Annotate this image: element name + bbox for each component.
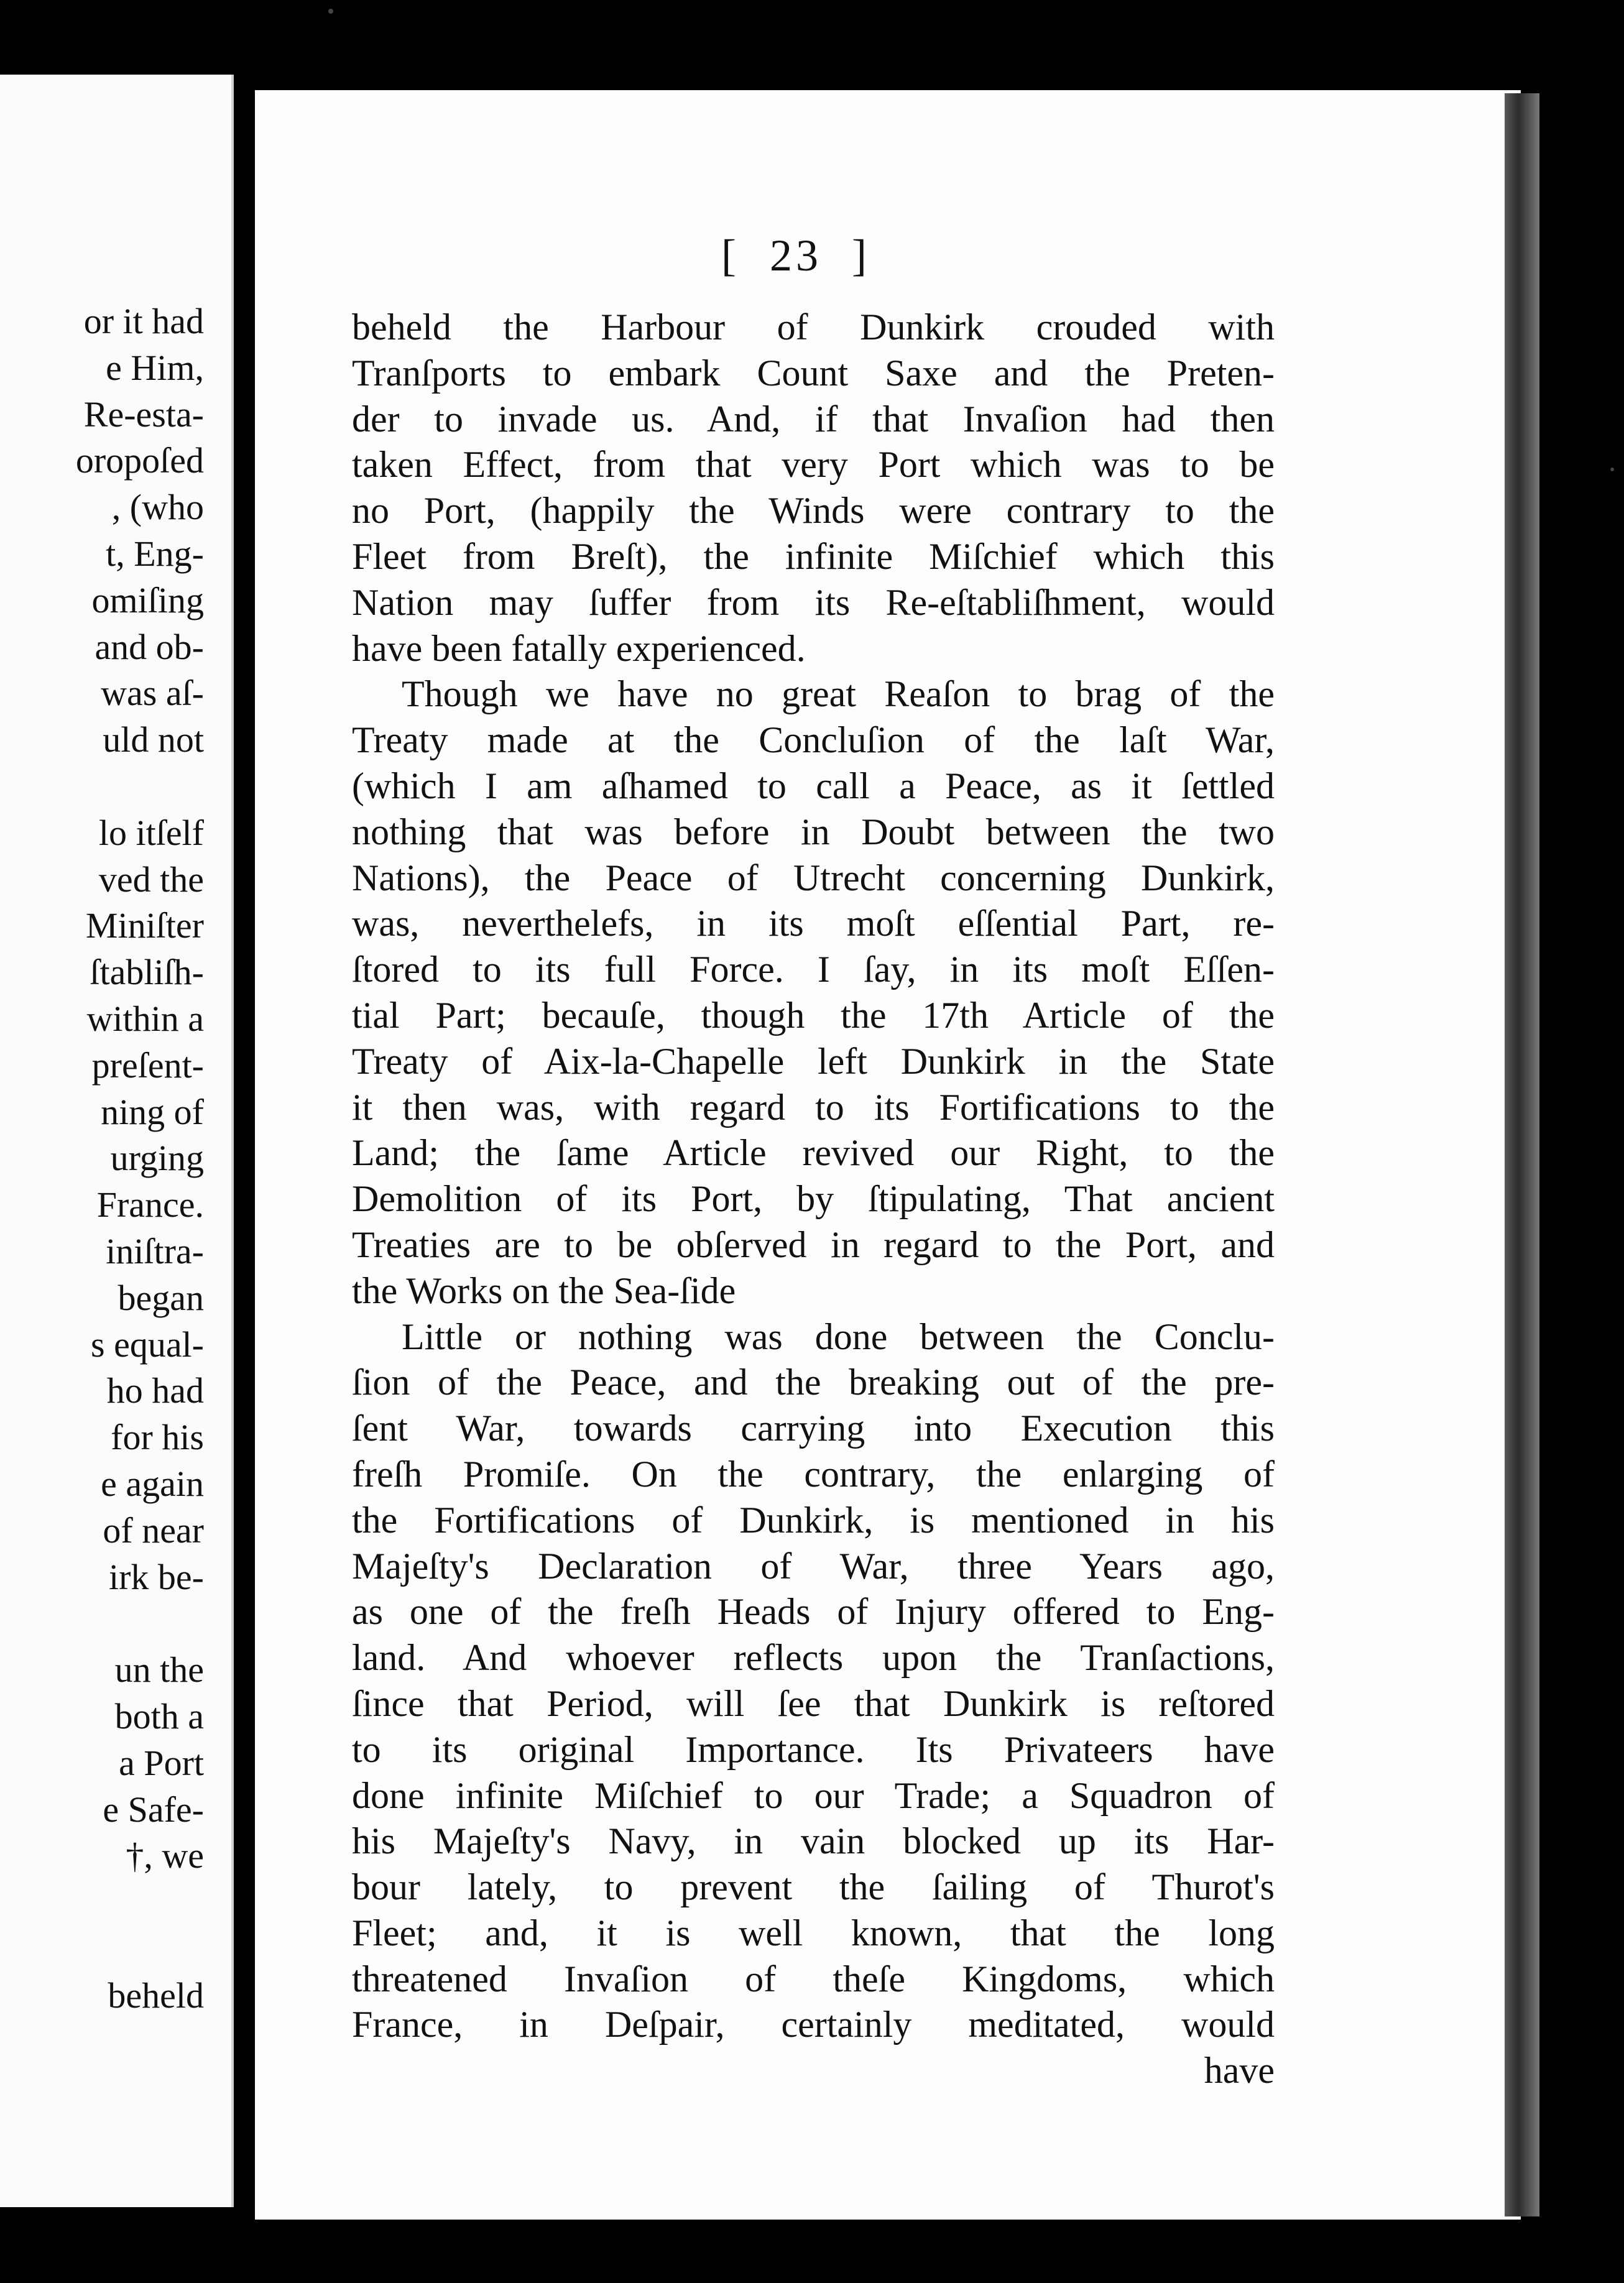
left-page-line: ſtabliſh- [90,952,204,993]
text-line: as one of the freſh Heads of Injury offered to Eng- [352,1591,1275,1633]
text-line: was, neverthelefs, in its moſt eſſential Part, re- [352,903,1275,944]
left-page-line: lo itſelf [98,812,204,853]
left-page-line: oropoſed [75,440,204,481]
ink-speck [1610,468,1614,471]
left-page-line: beheld [108,1975,204,2016]
left-page-line: a Port [119,1742,204,1783]
text-line: threatened Invaſion of theſe Kingdoms, which [352,1958,1275,1999]
text-line: his Majeſty's Navy, in vain blocked up its Har- [352,1820,1275,1862]
text-line: done infinite Miſchief to our Trade; a Squadron of [352,1774,1275,1816]
text-line: Majeſty's Declaration of War, three Years ago, [352,1545,1275,1587]
text-line: Treaty of Aix-la-Chapelle left Dunkirk in the State [352,1040,1275,1082]
left-page [0,75,234,2207]
body-text [352,305,1275,2094]
text-line: Tranſports to embark Count Saxe and the Preten- [352,352,1275,394]
book-gutter [234,0,255,2283]
text-line: the Fortifications of Dunkirk, is mentioned in his [352,1499,1275,1541]
left-page-line: , (who [111,487,204,528]
text-line: nothing that was before in Doubt between the two [352,811,1275,852]
text-line: ſion of the Peace, and the breaking out of the pre- [352,1362,1275,1403]
left-page-line: †, we [126,1835,204,1876]
left-page-line: both a [114,1695,204,1736]
text-line: to its original Importance. Its Privateers have [352,1728,1275,1770]
left-page-line: preſent- [91,1045,204,1086]
text-line: Treaties are to be obſerved in regard to the Port, and [352,1224,1275,1265]
left-page-line: ning of [101,1091,204,1132]
text-line: Fleet from Breſt), the infinite Miſchief which this [352,535,1275,577]
left-page-line: Miniſter [85,905,204,946]
text-line: Nations), the Peace of Utrecht concerning Dunkirk, [352,857,1275,898]
left-page-line: t, Eng- [106,533,204,574]
left-page-line: or it had [83,301,204,341]
left-page-line: e again [101,1463,204,1504]
left-page-line: e Him, [106,347,204,388]
text-line: (which I am aſhamed to call a Peace, as it ſettled [352,765,1275,806]
left-page-line: Re-esta- [83,394,204,435]
left-page-line: for his [111,1417,204,1458]
ink-speck [328,9,333,14]
left-page-line: ho had [106,1370,204,1411]
left-page-line [76,1926,204,1973]
text-line: ſtored to its full Force. I ſay, in its moſt Eſſen- [352,949,1275,990]
left-page-line: and ob- [95,626,204,667]
left-page-line: France. [96,1184,204,1225]
left-page-line: was aſ- [101,673,204,714]
left-page-text [76,298,204,2019]
left-page-line: omiſing [91,579,204,620]
left-page-line: uld not [103,719,204,760]
text-line: Nation may ſuffer from its Re-eſtabliſhment, would [352,581,1275,623]
page-number: [ 23 ] [721,231,870,280]
left-page-line: began [118,1277,204,1318]
left-page-line: urging [110,1138,204,1179]
text-line: have [1204,2050,1275,2092]
text-line: der to invade us. And, if that Invaſion had then [352,398,1275,440]
text-line: Fleet; and, it is well known, that the long [352,1912,1275,1953]
page-edge [1505,93,1539,2216]
left-page-line: irk be- [109,1556,204,1597]
left-page-line: e Safe- [103,1789,204,1830]
left-page-line [76,1879,204,1926]
left-page-line [76,1600,204,1647]
text-line: freſh Promiſe. On the contrary, the enlarging of [352,1453,1275,1495]
text-line: Little or nothing was done between the Conclu- [402,1316,1275,1357]
text-line: the Works on the Sea-ſide [352,1270,736,1311]
text-line: no Port, (happily the Winds were contrary to the [352,490,1275,532]
text-line: have been fatally experienced. [352,627,806,669]
text-line: bour lately, to prevent the ſailing of Thurot's [352,1866,1275,1908]
left-page-line: within a [86,998,204,1039]
text-line: it then was, with regard to its Fortifications to the [352,1086,1275,1128]
text-line: ſince that Period, will ſee that Dunkirk is reſtored [352,1682,1275,1724]
text-line: taken Effect, from that very Port which was to be [352,444,1275,486]
left-page-line: ved the [98,859,204,900]
text-line: France, in Deſpair, certainly meditated, would [352,2004,1275,2045]
left-page-line: un the [114,1649,204,1690]
text-line: Demolition of its Port, by ſtipulating, That ancient [352,1178,1275,1220]
left-page-line: s equal- [91,1324,204,1365]
text-line: Land; the ſame Article revived our Right, to the [352,1132,1275,1174]
left-page-line: iniſtra- [106,1230,204,1271]
text-line: land. And whoever reflects upon the Tranſactions, [352,1637,1275,1679]
text-line: beheld the Harbour of Dunkirk crouded with [352,307,1275,348]
text-line: Though we have no great Reaſon to brag of the [402,673,1275,715]
left-page-line: of near [103,1510,204,1551]
text-line: Treaty made at the Concluſion of the laſt War, [352,719,1275,761]
text-line: ſent War, towards carrying into Execution this [352,1408,1275,1449]
text-line: tial Part; becauſe, though the 17th Article of the [352,994,1275,1036]
left-page-line [76,763,204,810]
